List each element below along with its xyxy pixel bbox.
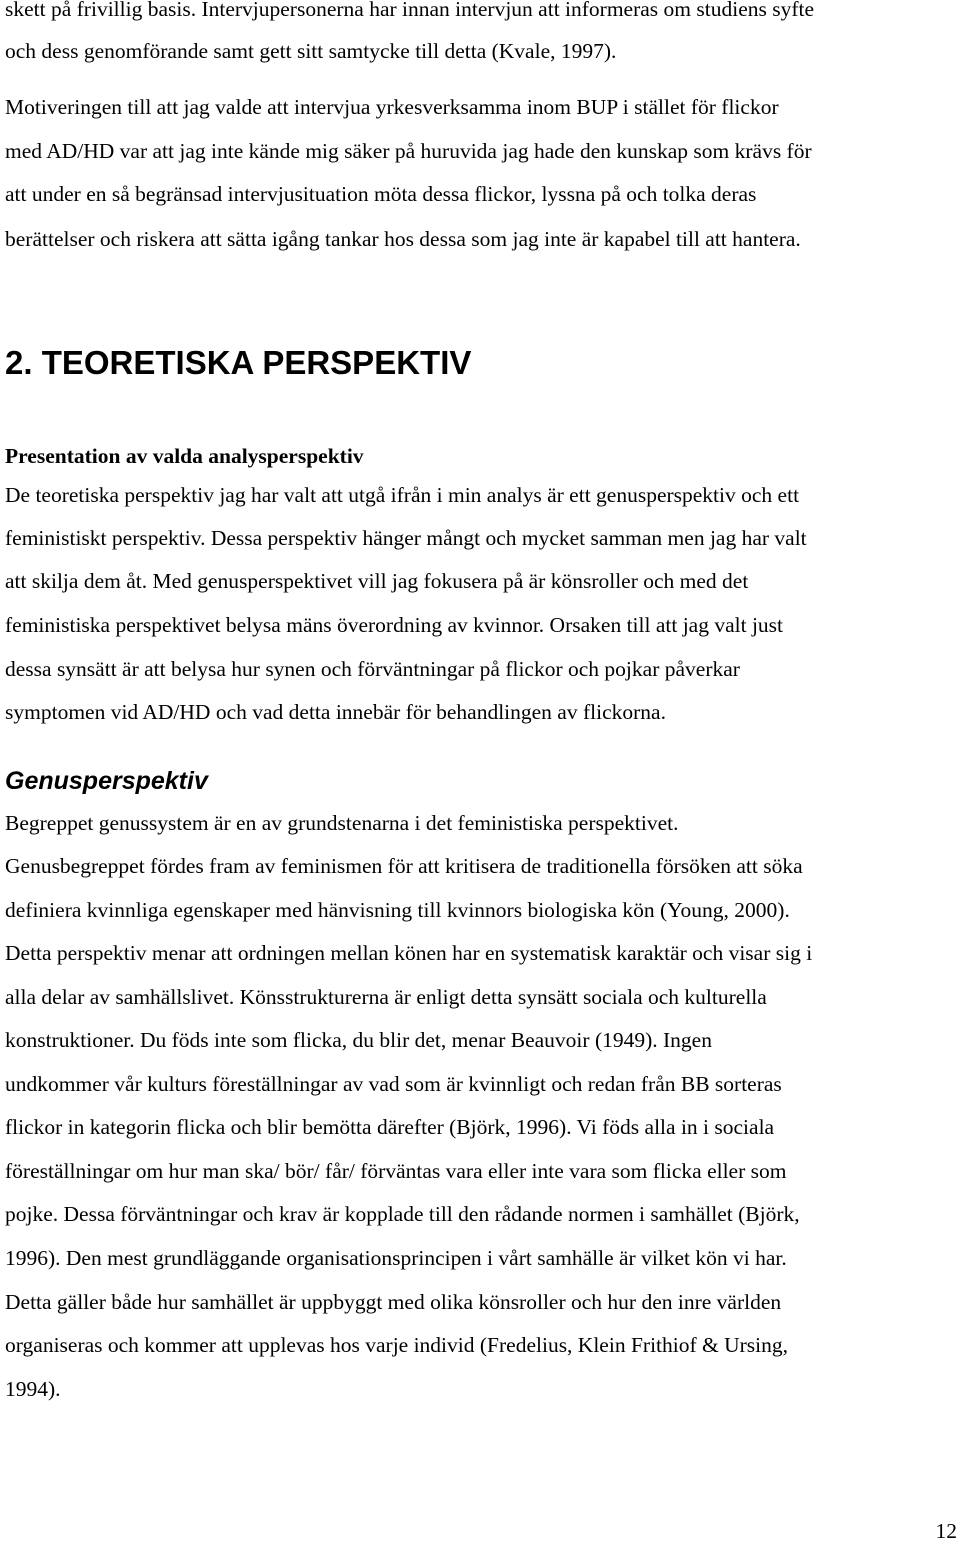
genus-line-1: Begreppet genussystem är en av grundstenarna i det feministiska perspektivet. [5,811,679,835]
section-line-2: feministiskt perspektiv. Dessa perspektiv hänger mångt och mycket samman men jag har valt [5,526,807,550]
section-line-5: dessa synsätt är att belysa hur synen och förväntningar på flickor och pojkar påverkar [5,657,740,681]
genus-line-3: definiera kvinnliga egenskaper med hänvisning till kvinnors biologiska kön (Young, 2000). [5,898,790,922]
genus-line-10: pojke. Dessa förväntningar och krav är kopplade till den rådande normen i samhället (Björk, [5,1202,800,1226]
section-line-4: feministiska perspektivet belysa mäns överordning av kvinnor. Orsaken till att jag valt just [5,613,784,637]
section-subheading: Presentation av valda analysperspektiv [5,444,364,468]
genus-heading: Genusperspektiv [5,767,208,795]
section-heading: 2. TEORETISKA PERSPEKTIV [5,344,472,381]
genus-line-11: 1996). Den mest grundläggande organisationsprincipen i vårt samhälle är vilket kön vi har. [5,1246,787,1270]
genus-line-8: flickor in kategorin flicka och blir bemötta därefter (Björk, 1996). Vi föds alla in i sociala [5,1115,775,1139]
intro-line-4: med AD/HD var att jag inte kände mig säker på huruvida jag hade den kunskap som krävs för [5,139,812,163]
genus-line-14: 1994). [5,1377,61,1401]
intro-line-1: skett på frivillig basis. Intervjupersonerna har innan intervjun att informeras om studiens syfte [5,0,815,21]
section-line-1: De teoretiska perspektiv jag har valt att utgå ifrån i min analys är ett genusperspektiv och ett [5,483,800,507]
intro-line-2: och dess genomförande samt gett sitt samtycke till detta (Kvale, 1997). [5,39,617,63]
genus-line-6: konstruktioner. Du föds inte som flicka, du blir det, menar Beauvoir (1949). Ingen [5,1028,712,1052]
genus-line-7: undkommer vår kulturs föreställningar av vad som är kvinnligt och redan från BB sorteras [5,1072,782,1096]
genus-line-2: Genusbegreppet fördes fram av feminismen för att kritisera de traditionella försöken att söka [5,854,803,878]
section-line-6: symptomen vid AD/HD och vad detta innebär för behandlingen av flickorna. [5,700,666,724]
genus-line-13: organiseras och kommer att upplevas hos varje individ (Fredelius, Klein Frithiof & Ursing, [5,1333,789,1357]
genus-line-4: Detta perspektiv menar att ordningen mellan könen har en systematisk karaktär och visar sig i [5,941,813,965]
page-number: 12 [935,1519,957,1543]
section-line-3: att skilja dem åt. Med genusperspektivet vill jag fokusera på är könsroller och med det [5,569,749,593]
genus-line-12: Detta gäller både hur samhället är uppbyggt med olika könsroller och hur den inre världen [5,1290,782,1314]
genus-line-9: föreställningar om hur man ska/ bör/ får/ förväntas vara eller inte vara som flicka eller som [5,1159,787,1183]
intro-line-6: berättelser och riskera att sätta igång tankar hos dessa som jag inte är kapabel till att hantera. [5,227,801,251]
intro-line-3: Motiveringen till att jag valde att intervjua yrkesverksamma inom BUP i stället för flickor [5,95,779,119]
genus-line-5: alla delar av samhällslivet. Könsstrukturerna är enligt detta synsätt sociala och kulturella [5,985,767,1009]
intro-line-5: att under en så begränsad intervjusituation möta dessa flickor, lyssna på och tolka deras [5,182,757,206]
